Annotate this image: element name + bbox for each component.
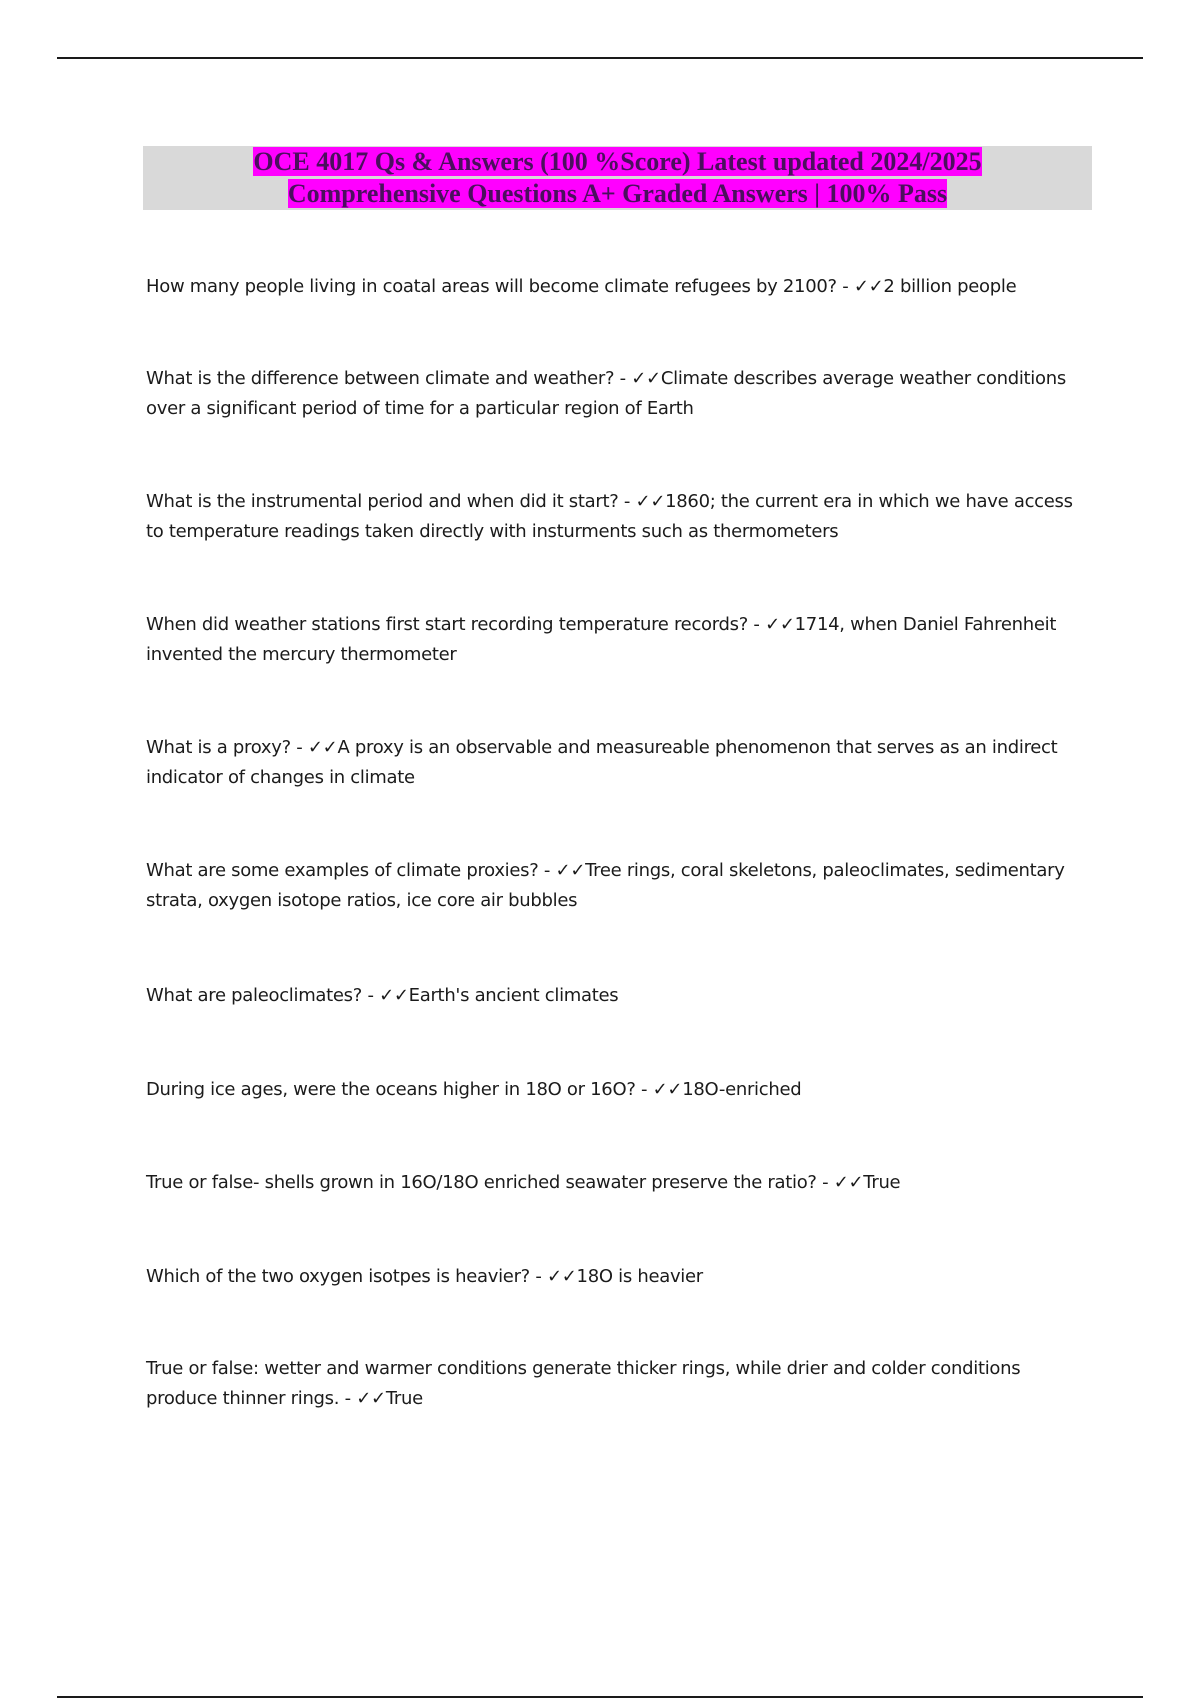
check-icon: ✓✓ [853,276,884,297]
top-divider [57,57,1143,59]
check-icon: ✓✓ [631,368,661,389]
question-text: True or false- shells grown in 16O/18O enriched seawater preserve the ratio? [146,1172,817,1193]
document-title-banner [143,146,1092,210]
check-icon: ✓✓ [635,491,666,512]
qa-item: How many people living in coatal areas will become climate refugees by 2100? - ✓✓2 billion people [146,276,1017,297]
question-text: What are some examples of climate proxies? [146,860,539,881]
question-text: What are paleoclimates? [146,985,363,1006]
answer-text: 2 billion people [883,276,1017,297]
question-text: What is a proxy? [146,737,291,758]
check-icon: ✓✓ [379,985,409,1006]
check-icon: ✓✓ [546,1266,577,1287]
qa-item: During ice ages, were the oceans higher in 18O or 16O? - ✓✓18O-enriched [146,1079,802,1100]
qa-item: When did weather stations first start recording temperature records? - ✓✓1714, when Daniel Fahrenheit invented the mercury thermometer [146,614,1057,665]
qa-item: What is a proxy? - ✓✓A proxy is an observable and measureable phenomenon that serves as an indirect indicator of changes in climate [146,737,1058,788]
check-icon: ✓✓ [765,614,795,635]
question-text: When did weather stations first start recording temperature records? [146,614,749,635]
answer-text: A proxy is an observable and measureable phenomenon that serves as an indirect indicator of changes in climate [146,737,1058,788]
bottom-divider [57,1696,1143,1698]
check-icon: ✓✓ [307,737,338,758]
qa-item: True or false- shells grown in 16O/18O enriched seawater preserve the ratio? - ✓✓True [146,1172,901,1193]
answer-text: Climate describes average weather conditions over a significant period of time for a particular region of Earth [146,368,1066,419]
answer-text: 1714, when Daniel Fahrenheit invented the mercury thermometer [146,614,1057,665]
question-text: What is the instrumental period and when did it start? [146,491,619,512]
question-text: Which of the two oxygen isotpes is heavier? [146,1266,530,1287]
qa-item: What are some examples of climate proxies? - ✓✓Tree rings, coral skeletons, paleoclimates, sedimentary strata, oxygen isotope ratios, ice core air bubbles [146,860,1065,911]
document-title-line-2: Comprehensive Questions A+ Graded Answers | 100% Pass [287,179,948,208]
qa-item: What is the difference between climate and weather? - ✓✓Climate describes average weather conditions over a significant period of time for a particular region of Earth [146,368,1066,419]
qa-item: True or false: wetter and warmer conditions generate thicker rings, while drier and colder conditions produce thinner rings. - ✓✓True [146,1358,1021,1409]
question-text: How many people living in coatal areas will become climate refugees by 2100? [146,276,837,297]
check-icon: ✓✓ [555,860,586,881]
answer-text: 1860; the current era in which we have access to temperature readings taken directly with insturments such as thermometers [146,491,1073,542]
qa-item: Which of the two oxygen isotpes is heavier? - ✓✓18O is heavier [146,1266,703,1287]
question-text: During ice ages, were the oceans higher in 18O or 16O? [146,1079,636,1100]
answer-text: 18O-enriched [682,1079,802,1100]
question-text: What is the difference between climate and weather? [146,368,615,389]
question-text: True or false: wetter and warmer conditions generate thicker rings, while drier and colder conditions produce thinner rings. [146,1358,1021,1409]
answer-text: 18O is heavier [576,1266,703,1287]
document-title-line-1: OCE 4017 Qs & Answers (100 %Score) Latest updated 2024/2025 [253,147,982,176]
answer-text: True [863,1172,901,1193]
check-icon: ✓✓ [356,1388,386,1409]
check-icon: ✓✓ [652,1079,683,1100]
qa-item: What is the instrumental period and when did it start? - ✓✓1860; the current era in which we have access to temperature readings taken directly with insturments such as thermometers [146,491,1073,542]
check-icon: ✓✓ [833,1172,864,1193]
qa-item: What are paleoclimates? - ✓✓Earth's ancient climates [146,985,619,1006]
answer-text: Tree rings, coral skeletons, paleoclimates, sedimentary strata, oxygen isotope ratios, ice core air bubbles [146,860,1065,911]
answer-text: True [385,1388,423,1409]
answer-text: Earth's ancient climates [408,985,619,1006]
